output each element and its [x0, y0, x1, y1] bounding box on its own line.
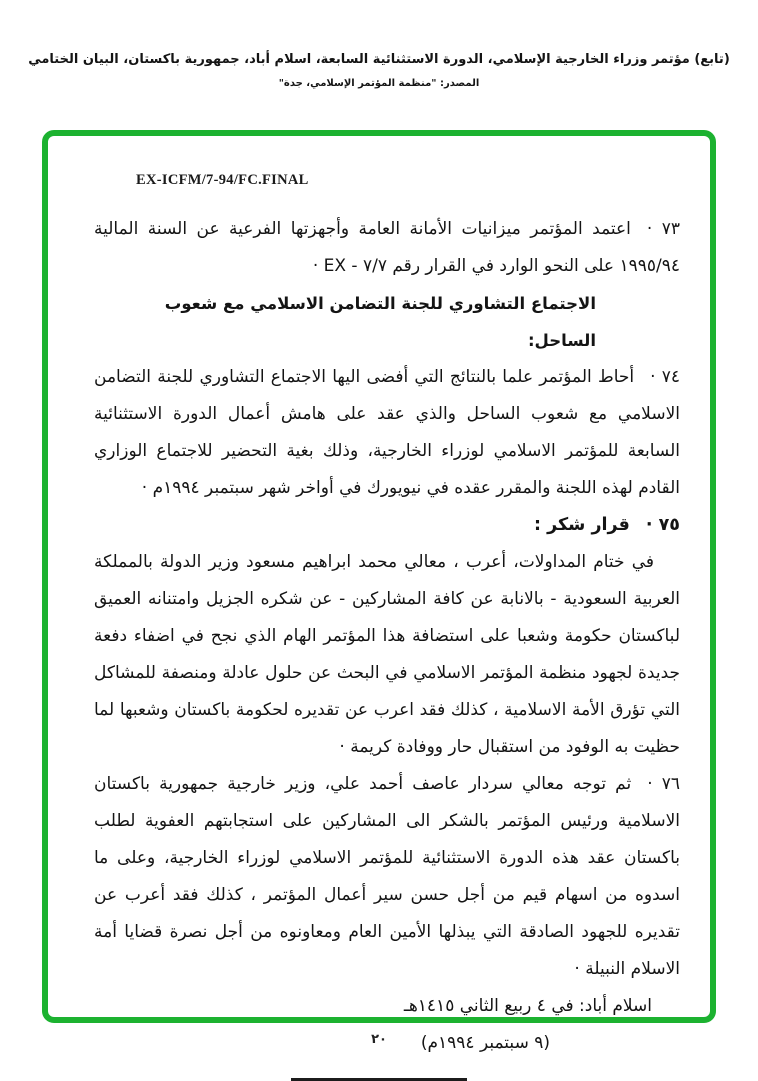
paragraph-text: قرار شكر : [534, 515, 630, 535]
page-number: ٢٠ [371, 1032, 387, 1047]
paragraph-number: ٧٥ · [645, 515, 680, 535]
date-line-hijri [94, 988, 680, 1025]
page-header-source: المصدر: "منظمة المؤتمر الإسلامي، جدة" [278, 78, 480, 89]
separator-line [291, 1078, 467, 1081]
paragraph-number: ٧٣ · [646, 219, 680, 239]
paragraph-75-body [94, 544, 680, 766]
paragraph-74 [94, 359, 680, 507]
paragraph-text: أحاط المؤتمر علما بالنتائج التي أفضى اليها الاجتماع التشاوري للجنة التضامن الاسلامي مع شعوب الساحل والذي عقد على هامش أعمال الدورة الاستثنائية السابعة للمؤتمر الاسلامي لوزراء الخارجية، وذلك بغية التحضير للاجتماع الوزاري القادم لهذه اللجنة والمقرر عقده في نيويورك في أواخر شهر سبتمبر ١٩٩٤م · [94, 367, 680, 498]
paragraph-text: اسلام أباد: في ٤ ربيع الثاني ١٤١٥هـ [403, 996, 652, 1016]
page-header-title: (تابع) مؤتمر وزراء الخارجية الإسلامي، الدورة الاستثنائية السابعة، اسلام أباد، جمهورية باكستان، البيان الختامي [28, 52, 730, 67]
resolution-heading-thanks [94, 507, 680, 544]
paragraph-number: ٧٤ · [650, 367, 680, 387]
document-reference: EX-ICFM/7-94/FC.FINAL [136, 172, 309, 188]
paragraph-text: (٩ سبتمبر ١٩٩٤م) [420, 1033, 550, 1053]
paragraph-text: ثم توجه معالي سردار عاصف أحمد علي، وزير خارجية جمهورية باكستان الاسلامية ورئيس المؤتمر بالشكر الى المشاركين على استجابتهم العفوية لطلب باكستان عقد هذه الدورة الاستثنائية للمؤتمر الاسلامي لوزراء الخارجية، وعلى ما اسدوه من اسهام قيم من أجل حسن سير أعمال المؤتمر ، كذلك فقد أعرب عن تقديره للجهود الصادقة التي يبذلها الأمين العام ومعاونوه من أجل نصرة قضايا أمة الاسلام النبيلة · [94, 774, 680, 979]
section-heading-consultative-meeting [94, 285, 680, 359]
paragraph-text: في ختام المداولات، أعرب ، معالي محمد ابراهيم مسعود وزير الدولة بالمملكة العربية السعودية - بالانابة عن كافة المشاركين - عن شكره الجزيل وامتنانه العميق لباكستان حكومة وشعبا على استضافة هذا المؤتمر الهام الذي نجح في اضفاء دفعة جديدة لجهود منظمة المؤتمر الاسلامي في البحث عن حلول عادلة ومنصفة للمشاكل التي تؤرق الأمة الاسلامية ، كذلك فقد اعرب عن تقديره لحكومة باكستان وشعبها لما حظيت به الوفود من استقبال حار ووفادة كريمة · [94, 552, 680, 757]
paragraph-text: اعتمد المؤتمر ميزانيات الأمانة العامة وأجهزتها الفرعية عن السنة المالية ١٩٩٥/٩٤ على النحو الوارد في القرار رقم ٧/٧ - EX · [94, 219, 680, 276]
paragraph-73 [94, 211, 680, 285]
document-body [94, 211, 680, 1062]
paragraph-number: ٧٦ · [647, 774, 681, 794]
paragraph-text: الاجتماع التشاوري للجنة التضامن الاسلامي مع شعوب الساحل: [164, 294, 596, 350]
paragraph-76 [94, 766, 680, 988]
page-header [0, 0, 758, 89]
